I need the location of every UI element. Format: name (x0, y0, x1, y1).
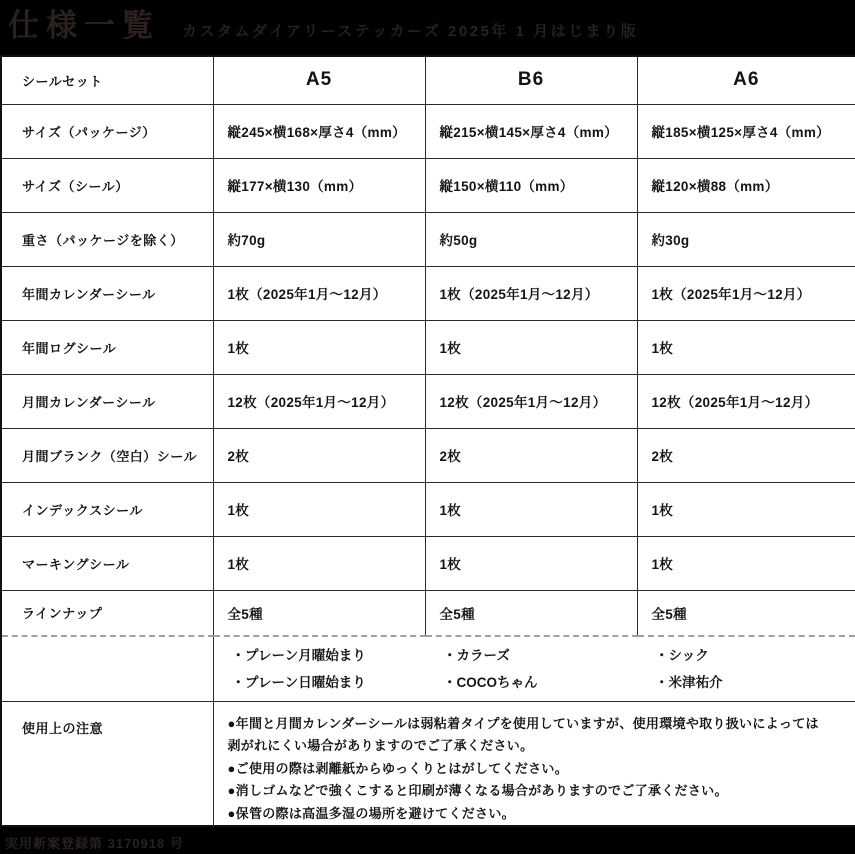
lineup-items-a6 (637, 636, 855, 701)
row-label: 年間カレンダーシール (1, 266, 213, 320)
spec-row (1, 320, 855, 374)
footer-bar (0, 827, 855, 854)
cell-value: 1枚 (213, 536, 425, 590)
spec-row (1, 266, 855, 320)
column-header-a6: A6 (637, 56, 855, 104)
title-bar (0, 0, 855, 55)
cell-value: 2枚 (637, 428, 855, 482)
row-label: マーキングシール (1, 536, 213, 590)
cell-value: 1枚（2025年1月～12月） (425, 266, 637, 320)
cell-value: 約30g (637, 212, 855, 266)
spec-row (1, 374, 855, 428)
cell-value: 2枚 (213, 428, 425, 482)
spec-table (0, 55, 855, 827)
cell-value: 12枚（2025年1月～12月） (637, 374, 855, 428)
cell-value: 1枚 (425, 320, 637, 374)
cell-value: 12枚（2025年1月～12月） (213, 374, 425, 428)
lineup-item: ・シック (655, 647, 709, 663)
cell-value: 縦215×横145×厚さ4（mm） (425, 104, 637, 158)
spec-row (1, 428, 855, 482)
cell-value: 1枚 (637, 536, 855, 590)
lineup-item: ・プレーン月曜始まり (231, 647, 366, 663)
spec-row (1, 158, 855, 212)
table-header-row (1, 56, 855, 104)
cell-value: 1枚 (213, 482, 425, 536)
cell-value: 1枚 (637, 320, 855, 374)
lineup-item: ・COCOちゃん (443, 674, 538, 690)
cell-value: 2枚 (425, 428, 637, 482)
lineup-detail-row (1, 636, 855, 701)
cell-value: 1枚 (425, 536, 637, 590)
spec-row (1, 482, 855, 536)
row-label: サイズ（シール） (1, 158, 213, 212)
note-line: ●保管の際は高温多湿の場所を避けてください。 (227, 805, 515, 821)
cell-value: 1枚（2025年1月～12月） (213, 266, 425, 320)
spec-row (1, 212, 855, 266)
row-label: インデックスシール (1, 482, 213, 536)
page-title: 仕様一覧 (8, 8, 160, 43)
notes-label: 使用上の注意 (1, 701, 213, 826)
lineup-items-a5 (213, 636, 425, 701)
row-label: 月間ブランク（空白）シール (1, 428, 213, 482)
cell-value: 12枚（2025年1月～12月） (425, 374, 637, 428)
spec-row (1, 104, 855, 158)
spec-row (1, 536, 855, 590)
cell-value: 縦177×横130（mm） (213, 158, 425, 212)
cell-value: 全5種 (637, 590, 855, 636)
registration-number: 実用新案登録第 3170918 号 (5, 836, 184, 851)
cell-value: 縦185×横125×厚さ4（mm） (637, 104, 855, 158)
row-label: ラインナップ (1, 590, 213, 636)
spec-row (1, 590, 855, 636)
cell-value: 縦245×横168×厚さ4（mm） (213, 104, 425, 158)
cell-value: 縦150×横110（mm） (425, 158, 637, 212)
cell-value: 全5種 (425, 590, 637, 636)
cell-value: 約50g (425, 212, 637, 266)
note-line: ●消しゴムなどで強くこすると印刷が薄くなる場合がありますのでご了承ください。 (227, 783, 728, 798)
column-header-a5: A5 (213, 56, 425, 104)
page-subtitle: カスタムダイアリーステッカーズ 2025年 1 月はじまり版 (182, 23, 639, 40)
cell-value: 1枚 (637, 482, 855, 536)
spec-table-body (1, 56, 855, 826)
cell-value: 1枚 (425, 482, 637, 536)
cell-value: 約70g (213, 212, 425, 266)
row-label: 重さ（パッケージを除く） (1, 212, 213, 266)
lineup-item: ・カラーズ (443, 647, 510, 663)
cell-value: 1枚（2025年1月～12月） (637, 266, 855, 320)
column-header-b6: B6 (425, 56, 637, 104)
lineup-detail-empty-label (1, 636, 213, 701)
note-line: 剥がれにくい場合がありますのでご了承ください。 (227, 738, 534, 753)
row-label: 月間カレンダーシール (1, 374, 213, 428)
row-label: 年間ログシール (1, 320, 213, 374)
cell-value: 全5種 (213, 590, 425, 636)
note-line: ●年間と月間カレンダーシールは弱粘着タイプを使用していますが、使用環境や取り扱いによっては (227, 715, 819, 731)
cell-value: 縦120×横88（mm） (637, 158, 855, 212)
cell-value: 1枚 (213, 320, 425, 374)
lineup-item: ・米津祐介 (655, 674, 723, 690)
row-label: サイズ（パッケージ） (1, 104, 213, 158)
lineup-items-b6 (425, 636, 637, 701)
lineup-item: ・プレーン日曜始まり (231, 674, 366, 690)
note-line: ●ご使用の際は剥離紙からゆっくりとはがしてください。 (227, 760, 569, 776)
corner-label: シールセット (1, 56, 213, 104)
notes-row (1, 701, 855, 826)
notes-content (213, 701, 855, 826)
